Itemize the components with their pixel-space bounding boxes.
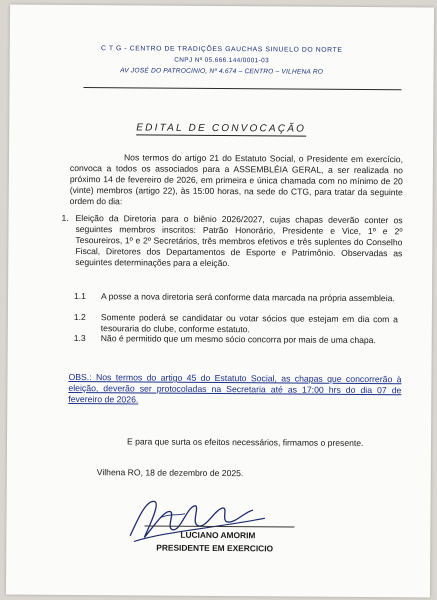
address: AV JOSÉ DO PATROCINIO, Nº 4.674 – CENTRO – VILHENA RO xyxy=(120,67,324,76)
document-page xyxy=(6,5,434,598)
subitem-1-1 xyxy=(74,291,398,304)
observation-note: OBS.: Nos termos do artigo 45 do Estatuto Social, as chapas que concorrerão à eleição, deverão ser protocoladas na Secretaria até as 17:00 hrs do dia 07 de fevereiro de 2026. xyxy=(68,371,402,405)
agenda-item-text: Eleição da Diretoria para o biênio 2026/2027, cujas chapas deverão conter os seguintes membros inscritos: Patrão Honorário, Presidente e Vice, 1º e 2º Tesoureiros, 1º e 2º Secretários, três membros efetivos e três suplentes do Conselho Fiscal, Diretores dos Departamentos de Esporte e Patrimônio. Observadas as seguintes determinações para a eleição. xyxy=(75,212,403,269)
subitem-number: 1.2 xyxy=(73,311,86,323)
signatory-name: LUCIANO AMORIM xyxy=(180,529,256,541)
intro-paragraph: Nos termos do artigo 21 do Estatuto Social, o Presidente em exercício, convoca a todos os associados para a ASSEMBLÉIA GERAL, a ser realizada no próximo 14 de fevereiro de 2026, em primeira e única chamada com no mínimo de 20 (vinte) membros (artigo 22), às 15:00 horas, na sede do CTG, para tratar da seguinte ordem do dia: xyxy=(69,152,404,207)
document-title xyxy=(9,122,433,136)
subitem-1-3 xyxy=(74,333,398,346)
agenda-item-1 xyxy=(61,212,403,270)
letterhead xyxy=(10,43,434,79)
document-title-text: EDITAL DE CONVOCAÇÃO xyxy=(136,122,307,135)
subitem-number: 1.3 xyxy=(73,332,86,344)
cnpj: CNPJ Nº 05.666.144/0001-03 xyxy=(174,56,270,65)
header-divider xyxy=(83,87,401,90)
signatory-role: PRESIDENTE EM EXERCICIO xyxy=(156,542,274,554)
subitem-text: Somente poderá se candidatar ou votar sócios que estejam em dia com a tesouraria do clube, conforme estatuto. xyxy=(100,312,398,335)
org-name: C T G - CENTRO DE TRADIÇÕES GAUCHAS SINUELO DO NORTE xyxy=(101,45,343,54)
subitem-text: A posse a nova diretoria será conforme data marcada na própria assembleia. xyxy=(100,291,395,304)
closing-line: E para que surta os efeitos necessários, firmamos o presente. xyxy=(126,436,364,449)
subitem-number: 1.1 xyxy=(73,290,87,302)
subitem-text: Não é permitido que um mesmo sócio concorra por mais de uma chapa. xyxy=(100,333,376,346)
agenda-item-number: 1. xyxy=(61,212,69,223)
date-line: Vilhena RO, 18 de dezembro de 2025. xyxy=(96,467,244,479)
